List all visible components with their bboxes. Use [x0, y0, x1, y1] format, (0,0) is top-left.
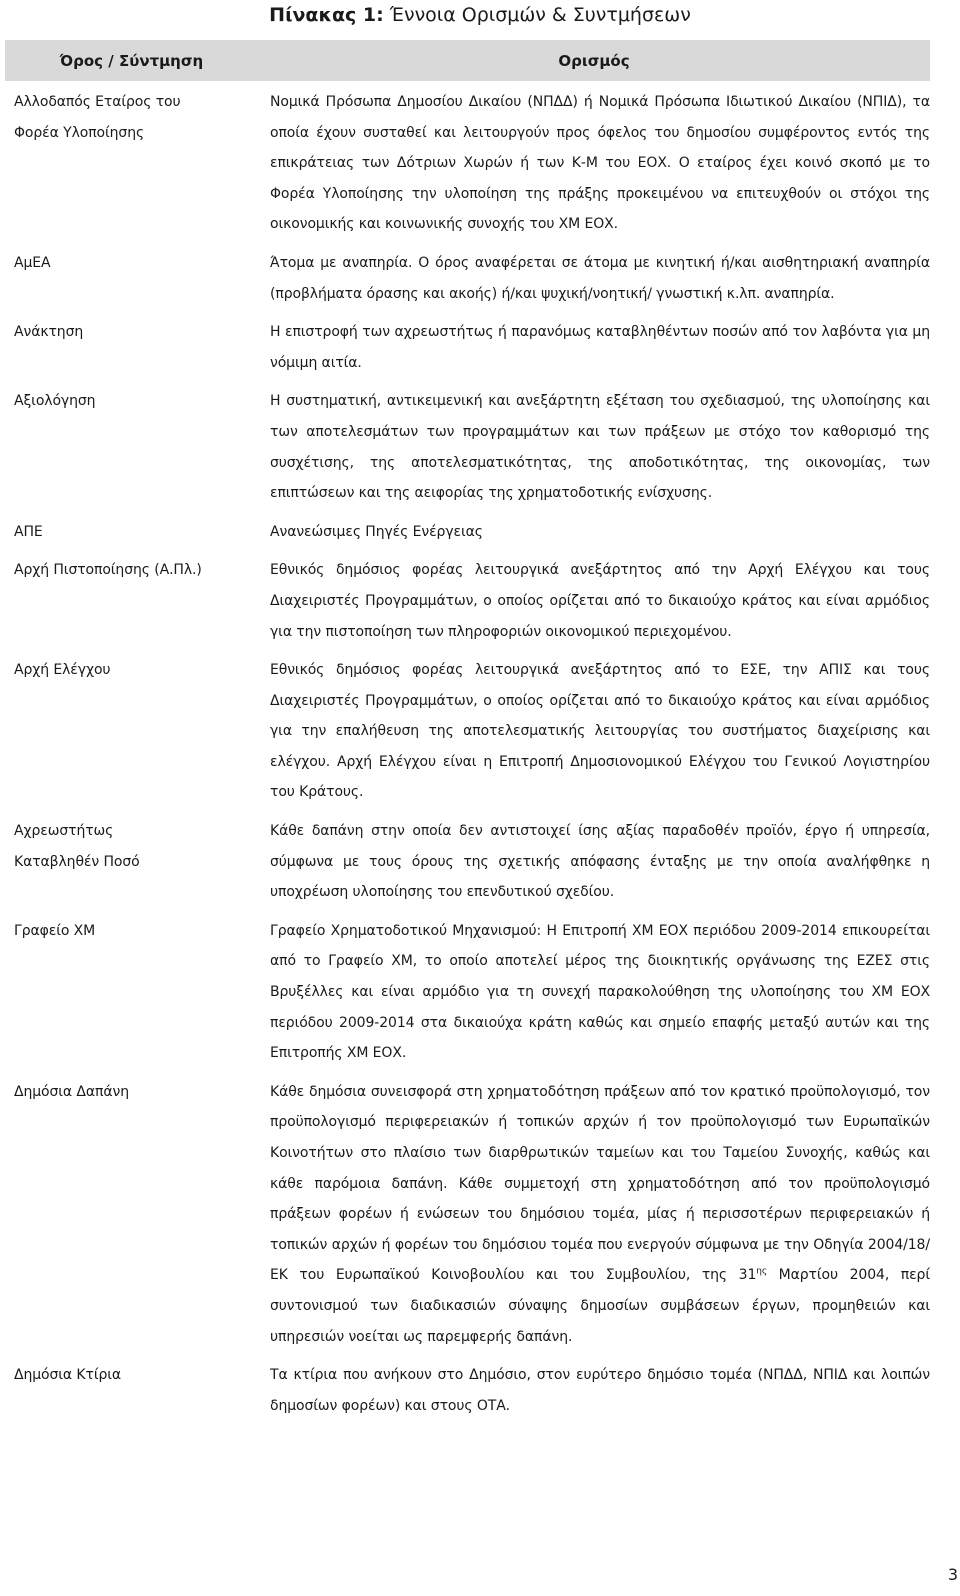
definition-text: Εθνικός δημόσιος φορέας λειτουργικά ανεξάρτητος από το ΕΣΕ, την ΑΠΙΣ και τους Διαχειριστές Προγραμμάτων, ο οποίος ορίζεται από το δικαιούχο κράτος και είναι αρμόδιος για την επαλήθευση της αποτελεσματικής λειτουργίας του συστήματος διαχείρισης και ελέγχου. Αρχή Ελέγχου είναι η Επιτροπή Δημοσιονομικού Ελέγχου του Γενικού Λογιστηρίου του Κράτους. — [270, 662, 930, 801]
table-row — [5, 378, 930, 508]
table-row — [5, 908, 930, 1069]
term-cell — [5, 378, 258, 508]
term-cell — [5, 509, 258, 548]
definition-cell — [258, 647, 930, 808]
term-text: Ανάκτηση — [14, 324, 84, 341]
table-row — [5, 1352, 930, 1421]
term-text: Φορέα Υλοποίησης — [14, 124, 145, 141]
term-text: Αρχή Πιστοποίησης (Α.Πλ.) — [14, 562, 202, 579]
term-cell — [5, 81, 258, 240]
term-cell — [5, 1352, 258, 1421]
term-cell — [5, 1069, 258, 1352]
definition-text: Ανανεώσιμες Πηγές Ενέργειας — [270, 523, 483, 540]
definition-text: Τα κτίρια που ανήκουν στο Δημόσιο, στον ευρύτερο δημόσιο τομέα (ΝΠΔΔ, ΝΠΙΔ και λοιπών δημοσίων φορέων) και στους ΟΤΑ. — [270, 1367, 930, 1414]
definition-cell — [258, 81, 930, 240]
term-cell — [5, 547, 258, 647]
header-definition: Ορισμός — [258, 40, 930, 81]
term-text: Αλλοδαπός Εταίρος του — [14, 94, 181, 110]
definition-cell — [258, 547, 930, 647]
table-row — [5, 81, 930, 240]
header-term: Όρος / Σύντμηση — [5, 40, 258, 81]
term-text: Δημόσια Κτίρια — [14, 1367, 122, 1384]
definition-text-part: Μαρτίου 2004, περί συντονισμού των διαδικασιών σύναψης δημοσίων συμβάσεων έργων, προμηθειών και υπηρεσιών νοείται ως παρεμφερής δαπάνη. — [270, 1267, 930, 1345]
term-cell — [5, 808, 258, 908]
page-number: 3 — [947, 1565, 958, 1584]
definition-cell — [258, 378, 930, 508]
table-header — [5, 40, 930, 81]
term-text: Γραφείο ΧΜ — [14, 922, 96, 939]
definition-cell — [258, 240, 930, 309]
table-row — [5, 509, 930, 548]
term-text: Καταβληθέν Ποσό — [14, 853, 140, 870]
table-caption-text: Έννοια Ορισμών & Συντμήσεων — [383, 4, 691, 26]
definition-text: Η επιστροφή των αχρεωστήτως ή παρανόμως καταβληθέντων ποσών από τον λαβόντα για μη νόμιμη αιτία. — [270, 324, 930, 371]
table-row — [5, 1069, 930, 1352]
definition-text — [270, 1077, 930, 1352]
term-text: Δημόσια Δαπάνη — [14, 1083, 129, 1100]
definition-text: Κάθε δαπάνη στην οποία δεν αντιστοιχεί ίσης αξίας παραδοθέν προϊόν, έργο ή υπηρεσία, σύμφωνα με τους όρους της σχετικής απόφασης ένταξης με την οποία αναλήφθηκε η υποχρέωση υλοποίησης του επενδυτικού σχεδίου. — [270, 823, 930, 901]
table-caption-label: Πίνακας 1: — [269, 4, 384, 26]
term-text: Αχρεωστήτως — [14, 823, 114, 840]
definition-text: Εθνικός δημόσιος φορέας λειτουργικά ανεξάρτητος από την Αρχή Ελέγχου και τους Διαχειριστές Προγραμμάτων, ο οποίος ορίζεται από το δικαιούχο κράτος και είναι αρμόδιος για την πιστοποίηση των πληροφοριών οικονομικού περιεχομένου. — [270, 562, 930, 640]
definition-cell — [258, 808, 930, 908]
term-cell — [5, 908, 258, 1069]
definition-text-part: Κάθε δημόσια συνεισφορά στη χρηματοδότηση πράξεων από τον κρατικό προϋπολογισμό, τον προϋπολογισμό περιφερειακών ή τοπικών αρχών ή τον προϋπολογισμό των Ευρωπαϊκών Κοινοτήτων στο πλαίσιο των διαρθρωτικών ταμείων και του Ταμείου Συνοχής, καθώς και κάθε παρόμοια δαπάνη. Κάθε συμμετοχή στη χρηματοδότηση από τον προϋπολογισμό πράξεων φορέων ή ενώσεων του δημόσιου τομέα, μίας ή περισσοτέρων περιφερειακών ή τοπικών αρχών ή φορέων του δημόσιου τομέα που ενεργούν σύμφωνα με την Οδηγία 2004/18/ΕΚ του Ευρωπαϊκού Κοινοβουλίου και του Συμβουλίου, της 31 — [270, 1083, 930, 1284]
term-text: Αρχή Ελέγχου — [14, 662, 111, 679]
ordinal-suffix: ης — [756, 1266, 768, 1277]
term-text: ΑμΕΑ — [14, 254, 51, 271]
table-row — [5, 647, 930, 808]
definition-cell — [258, 1352, 930, 1421]
definition-text: Η συστηματική, αντικειμενική και ανεξάρτητη εξέταση του σχεδιασμού, της υλοποίησης και των αποτελεσμάτων των προγραμμάτων και των πράξεων με στόχο τον καθορισμό της συσχέτισης, της αποτελεσματικότητας, της αποδοτικότητας, της οικονομίας, των επιπτώσεων και της αειφορίας της χρηματοδοτικής ενίσχυσης. — [270, 393, 930, 502]
definition-text: Γραφείο Χρηματοδοτικού Μηχανισμού: Η Επιτροπή ΧΜ ΕΟΧ περιόδου 2009-2014 επικουρείται από το Γραφείο ΧΜ, το οποίο αποτελεί μέρος της διοικητικής οργάνωσης της ΕΖΕΣ στις Βρυξέλλες και είναι αρμόδιο για τη συνεχή παρακολούθηση της υλοποίησης του ΧΜ ΕΟΧ περιόδου 2009-2014 στα δικαιούχα κράτη καθώς και σημείο επαφής μεταξύ αυτών και της Επιτροπής ΧΜ ΕΟΧ. — [270, 922, 930, 1062]
table-row — [5, 547, 930, 647]
definition-cell — [258, 509, 930, 548]
term-cell — [5, 647, 258, 808]
term-cell — [5, 309, 258, 378]
definition-cell — [258, 309, 930, 378]
table-row — [5, 309, 930, 378]
definition-text: Άτομα με αναπηρία. Ο όρος αναφέρεται σε άτομα με κινητική ή/και αισθητηριακή αναπηρία (προβλήματα όρασης και ακοής) ή/και ψυχική/νοητική/ γνωστική κ.λπ. αναπηρία. — [270, 254, 930, 302]
term-text: ΑΠΕ — [14, 523, 43, 540]
term-cell — [5, 240, 258, 309]
definition-cell — [258, 908, 930, 1069]
table-row — [5, 240, 930, 309]
term-text: Αξιολόγηση — [14, 393, 96, 410]
table-row — [5, 808, 930, 908]
page-title — [0, 2, 960, 28]
definition-text: Νομικά Πρόσωπα Δημοσίου Δικαίου (ΝΠΔΔ) ή Νομικά Πρόσωπα Ιδιωτικού Δικαίου (ΝΠΙΔ), τα οποία έχουν συσταθεί και λειτουργούν προς όφελος του δημοσίου συμφέροντος εντός της επικράτειας των Δότριων Χωρών ή των Κ-Μ του ΕΟΧ. Ο εταίρος έχει κοινό σκοπό με το Φορέα Υλοποίησης την υλοποίηση της πράξης προκειμένου να επιτευχθούν οι στόχοι της οικονομικής και κοινωνικής συνοχής του ΧΜ ΕΟΧ. — [270, 94, 930, 233]
glossary-table — [5, 40, 930, 1421]
definition-cell — [258, 1069, 930, 1352]
